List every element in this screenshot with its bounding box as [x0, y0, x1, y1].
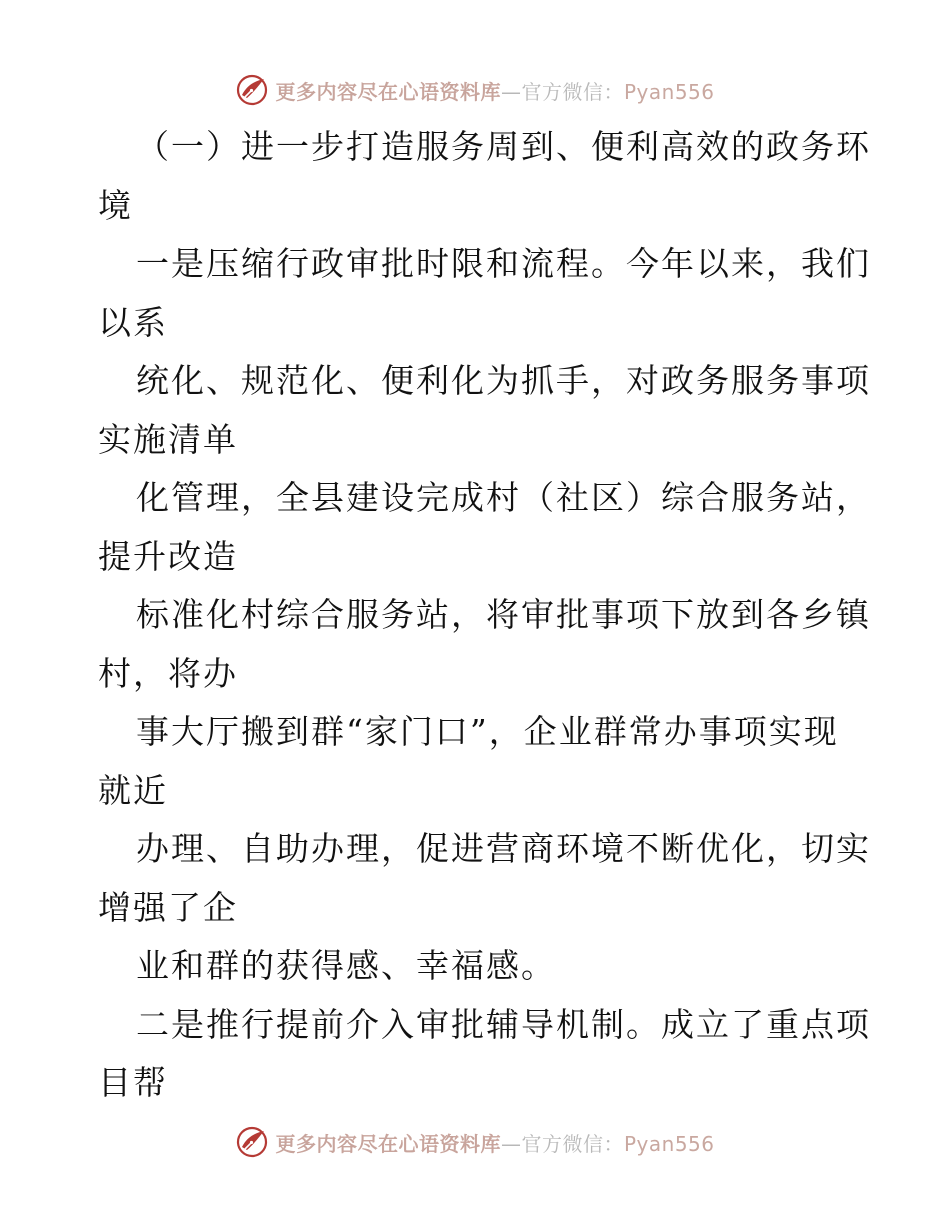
watermark-label: 官方微信：	[521, 1131, 624, 1156]
text-line: 村，将办	[98, 653, 238, 693]
text-line: 标准化村综合服务站，将审批事项下放到各乡镇	[136, 595, 871, 634]
header-watermark	[0, 70, 950, 110]
watermark-label: 官方微信：	[521, 79, 624, 104]
watermark-separator: —	[500, 79, 522, 104]
text-line: （一）进一步打造服务周到、便利高效的政务环	[136, 127, 871, 166]
text-line: 一是压缩行政审批时限和流程。今年以来，我们	[136, 244, 871, 283]
text-line: 境	[98, 185, 133, 225]
text-line: 提升改造	[98, 536, 238, 576]
text-line: 就近	[98, 770, 168, 810]
pen-nib-logo-icon	[235, 1125, 269, 1159]
text-line: 实施清单	[98, 419, 238, 459]
text-line: 办理、自助办理，促进营商环境不断优化，切实	[136, 829, 871, 868]
pen-nib-logo-icon	[235, 73, 269, 107]
text-line: 事大厅搬到群“家门口”，企业群常办事项实现	[136, 712, 839, 751]
text-line: 增强了企	[98, 887, 238, 927]
watermark-brand: 更多内容尽在心语资料库	[275, 1131, 501, 1156]
text-line: 化管理，全县建设完成村（社区）综合服务站，	[136, 478, 871, 517]
text-line: 目帮	[98, 1063, 168, 1102]
watermark-brand: 更多内容尽在心语资料库	[275, 79, 501, 104]
text-line: 业和群的获得感、幸福感。	[136, 946, 556, 985]
watermark-text	[275, 76, 714, 105]
watermark-text	[275, 1128, 714, 1157]
watermark-separator: —	[500, 1131, 522, 1156]
text-line: 二是推行提前介入审批辅导机制。成立了重点项	[136, 1004, 871, 1044]
text-line: 统化、规范化、便利化为抓手，对政务服务事项	[136, 361, 871, 400]
document-body	[98, 118, 871, 1113]
watermark-wechat-id: Pyan556	[623, 79, 715, 104]
footer-watermark	[0, 1122, 950, 1162]
watermark-wechat-id: Pyan556	[623, 1131, 715, 1156]
text-line: 以系	[98, 302, 168, 342]
